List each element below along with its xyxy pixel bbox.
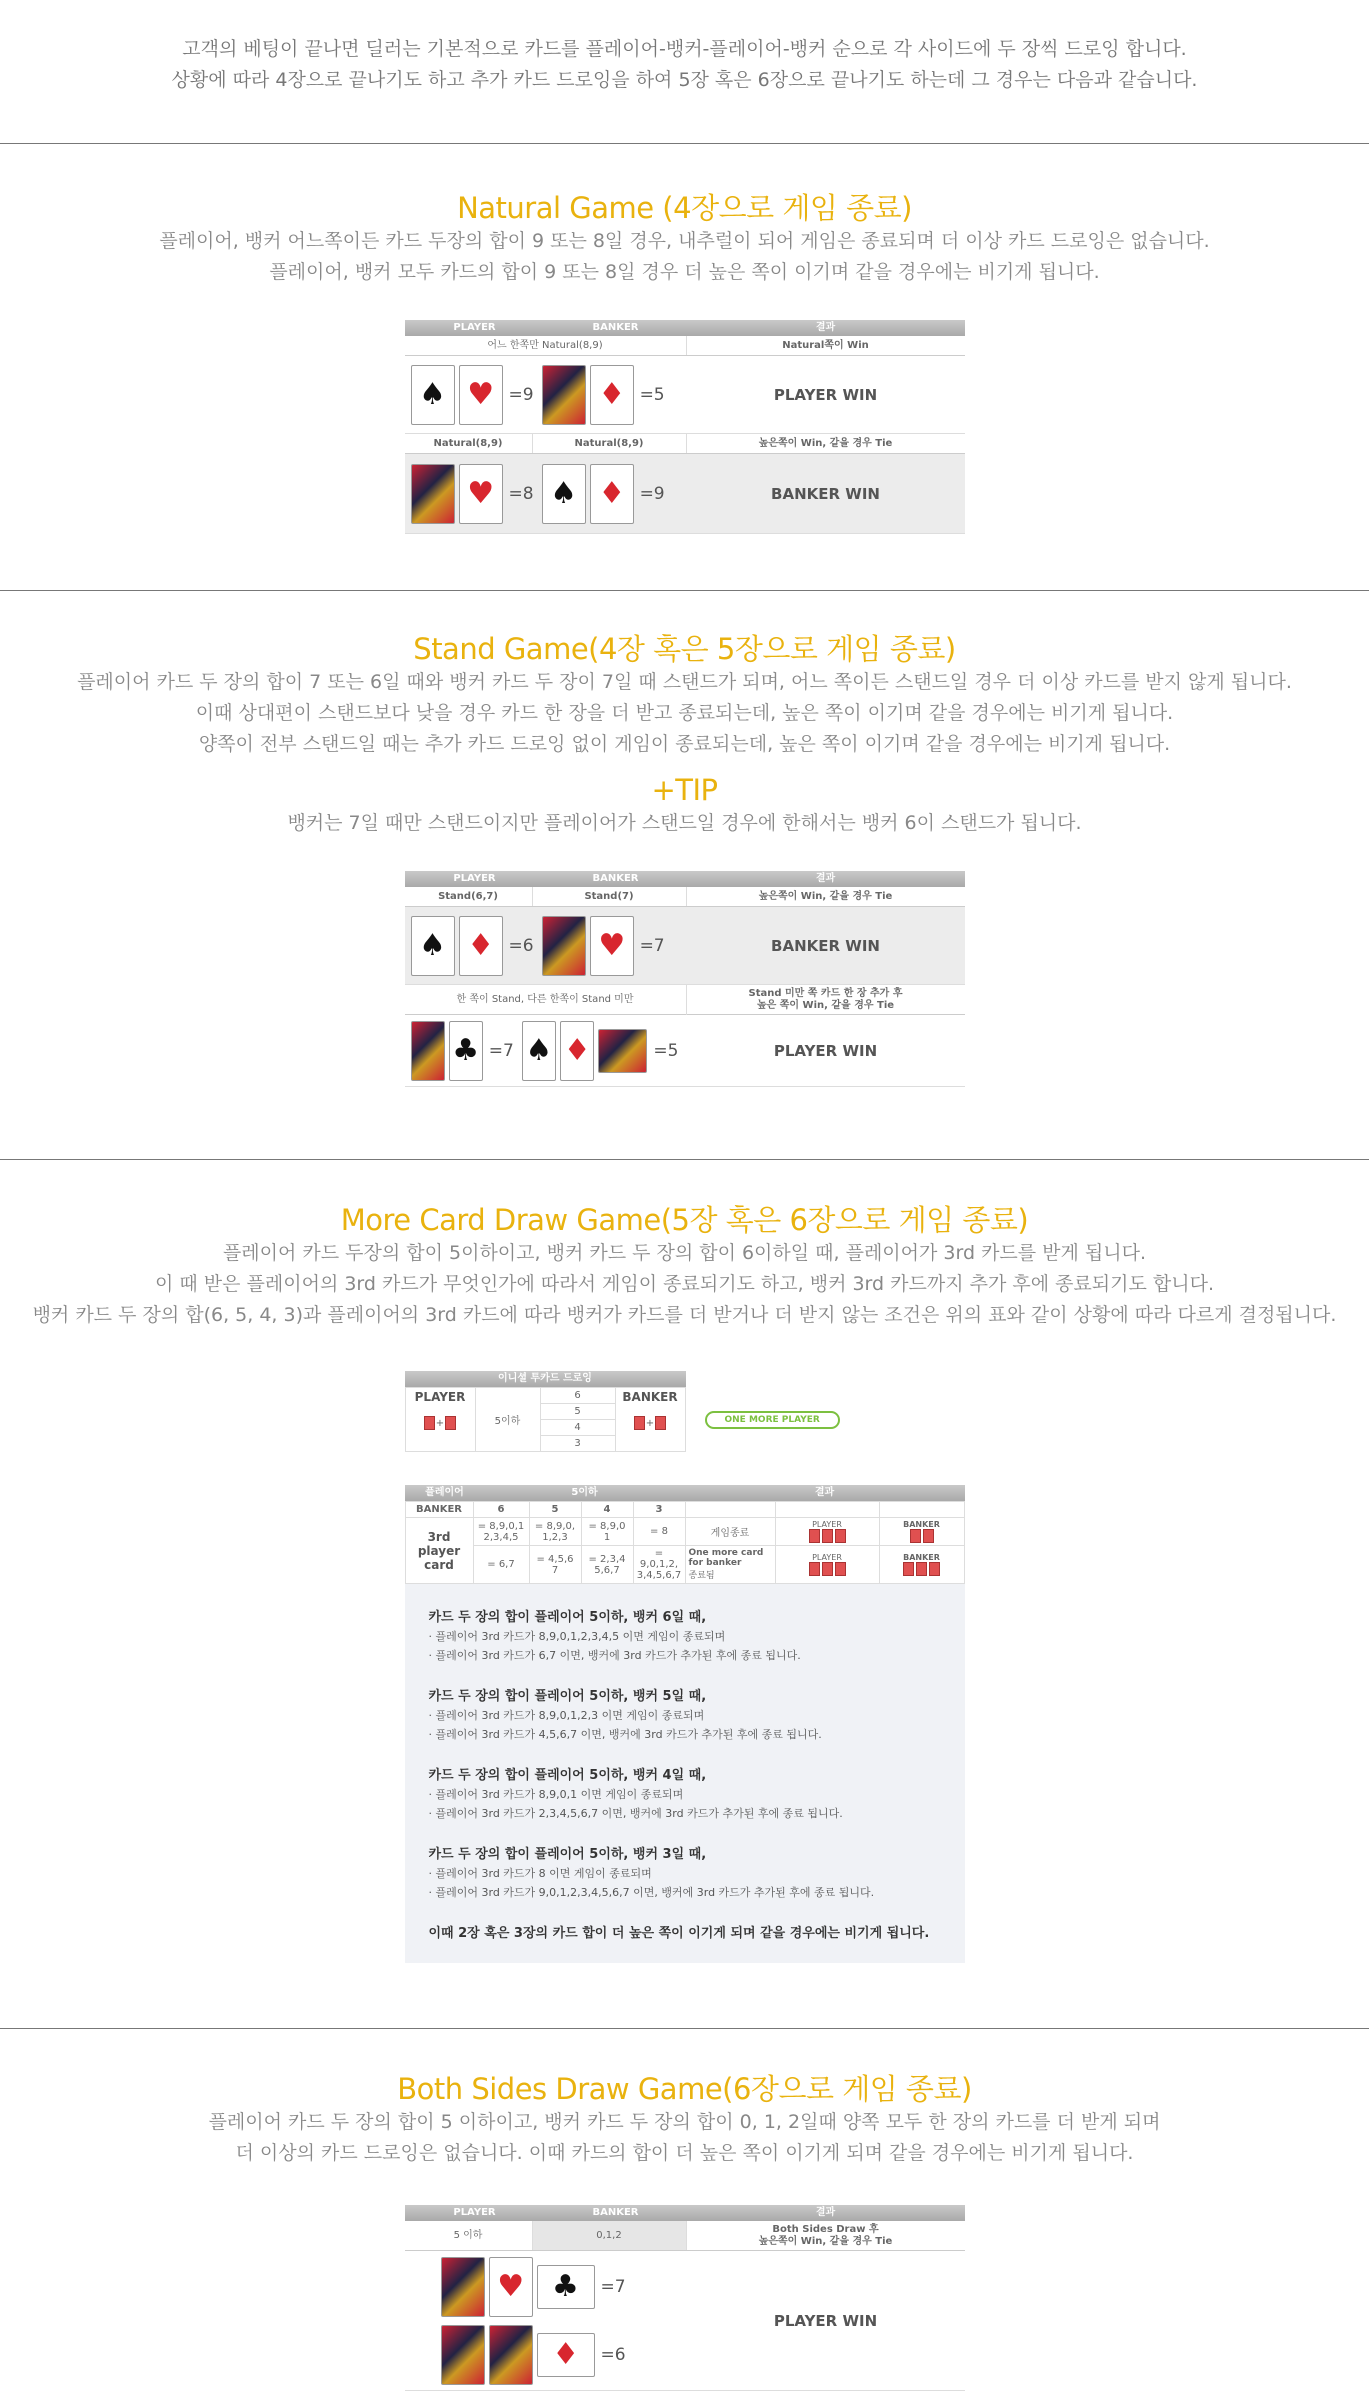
both-line-1: 플레이어 카드 두 장의 합이 5 이하이고, 뱅커 카드 두 장의 합이 0, 1, 2일때 양쪽 모두 한 장의 카드를 더 받게 되며 [208,2111,1161,2133]
diamond-card: ♦ [560,1021,594,1081]
more-line-1: 플레이어 카드 두장의 합이 5이하이고, 뱅커 카드 두 장의 합이 6이하일 때, 플레이어가 3rd 카드를 받게 됩니다. [222,1242,1147,1264]
one-more-player-badge: ONE MORE PLAYER [705,1411,840,1429]
face-card [542,916,586,976]
stand-table [405,871,965,1087]
result-banker-win: BANKER WIN [771,484,880,503]
stand-section [0,591,1369,1159]
more-title: More Card Draw Game(5장 혹은 6장으로 게임 종료) [340,1203,1029,1237]
natural-title: Natural Game (4장으로 게임 종료) [457,191,912,225]
both-section [0,2029,1369,2391]
rules-note-box: 카드 두 장의 합이 플레이어 5이하, 뱅커 6일 때, · 플레이어 3rd 카드가 8,9,0,1,2,3,4,5 이면 게임이 종료되며 · 플레이어 3rd 카드가 6,7 이면, 뱅커에 3rd 카드가 추가된 후에 종료 됩니다. 카드 두 장의 합이 플레이어 5이하, 뱅커 5일 때, · 플레이어 3rd 카드가 8,9,0,1,2,3 이면 게임이 종료되며 · 플레이어 3rd 카드가 4,5,6,7 이면, 뱅커에 3rd 카드가 추가된 후에 종료 됩니다. 카드 두 장의 합이 플레이어 5이하, 뱅커 4일 때, · 플레이어 3rd 카드가 8,9,0,1 이면 게임이 종료되며 · 플레이어 3rd 카드가 2,3,4,5,6,7 이면, 뱅커에 3rd 카드가 추가된 후에 종료 됩니다. 카드 두 장의 합이 플레이어 5이하, 뱅커 3일 때, · 플레이어 3rd 카드가 8 이면 게임이 종료되며 · 플레이어 3rd 카드가 9,0,1,2,3,4,5,6,7 이면, 뱅커에 3rd 카드가 추가된 후에 종료 됩니다. 이때 2장 혹은 3장의 카드 합이 더 높은 쪽이 이기게 되며 같을 경우에는 비기게 됩니다. [405,1584,965,1963]
face-card [411,1021,445,1081]
result-player-win: PLAYER WIN [773,2311,878,2330]
table-subheader: 5 이하 0,1,2 Both Sides Draw 후 높은쪽이 Win, 같을 경우 Tie [405,2221,965,2251]
table-row: ♥ =8 ♠ ♦ =9 BANKER WIN [405,454,965,534]
table-subheader: 어느 한쪽만 Natural(8,9) Natural쪽이 Win [405,336,965,356]
more-line-2: 이 때 받은 플레이어의 3rd 카드가 무엇인가에 따라서 게임이 종료되기도 하고, 뱅커 3rd 카드까지 추가 후에 종료되기도 합니다. [155,1273,1214,1295]
both-table [405,2205,965,2391]
table-row: ♠ ♦ =6 ♥ =7 BANKER WIN [405,907,965,985]
third-card-table: 플레이어 5이하 결과 BANKER 6 5 4 3 3rd player card = 8,9,0,1 2,3,4,5 = 8,9,0, 1,2,3 = 8,9,0 1 = 8 게임종료 PLAYER BANKER = 6,7 = 4,5,6 7 = 2,3,4 5,6,7 = 9,0,1,2, 3,4,5,6,7 One more card for banker 종료됨 PLAYER BANKER [405,1485,965,1584]
face-card [441,2325,485,2385]
intro-line-1: 고객의 베팅이 끝나면 딜러는 기본적으로 카드를 플레이어-뱅커-플레이어-뱅커 순으로 각 사이드에 두 장씩 드로잉 합니다. [182,38,1187,60]
club-card: ♣ [449,1021,483,1081]
spade-card: ♠ [542,464,586,524]
ace-spade-card: ♠ [411,365,455,425]
face-card [489,2325,533,2385]
face-card [411,464,455,524]
stand-line-2: 이때 상대편이 스탠드보다 낮을 경우 카드 한 장을 더 받고 종료되는데, 높은 쪽이 이기며 같을 경우에는 비기게 됩니다. [195,702,1174,724]
table-header: PLAYER BANKER 결과 [405,2205,965,2221]
heart-card: ♥ [459,464,503,524]
face-card [441,2257,485,2317]
table-header: PLAYER BANKER 결과 [405,871,965,887]
ace-spade-card: ♠ [411,916,455,976]
natural-section [0,144,1369,590]
result-player-win: PLAYER WIN [773,385,878,404]
tip-title: +TIP [651,773,718,807]
natural-table [405,320,965,534]
table-subheader: Natural(8,9) Natural(8,9) 높은쪽이 Win, 같을 경우 Tie [405,434,965,454]
intro-section [0,0,1369,143]
table-row: ♣ =7 ♠ ♦ =5 PLAYER WIN [405,1015,965,1087]
table-row: ♥ ♣ =7 ♦ =6 PLAYER WIN [405,2251,965,2391]
stand-line-3: 양쪽이 전부 스탠드일 때는 추가 카드 드로잉 없이 게임이 종료되는데, 높은 쪽이 이기며 같을 경우에는 비기게 됩니다. [198,733,1171,755]
tip-line: 뱅커는 7일 때만 스탠드이지만 플레이어가 스탠드일 경우에 한해서는 뱅커 6이 스탠드가 됩니다. [287,812,1082,834]
result-banker-win: BANKER WIN [771,936,880,955]
result-player-win: PLAYER WIN [773,1041,878,1060]
table-header: 플레이어 5이하 결과 [405,1485,965,1501]
natural-line-2: 플레이어, 뱅커 모두 카드의 합이 9 또는 8일 경우 더 높은 쪽이 이기며 같을 경우에는 비기게 됩니다. [269,261,1100,283]
table-row: ♠ ♥ =9 ♦ =5 PLAYER WIN [405,356,965,434]
heart-card: ♥ [590,916,634,976]
table-subheader: 한 쪽이 Stand, 다른 한쪽이 Stand 미만 Stand 미만 쪽 카드 한 장 추가 후 높은 쪽이 Win, 같을 경우 Tie [405,985,965,1015]
heart-card: ♥ [489,2257,533,2317]
face-card-rotated [598,1029,647,1073]
table-header: PLAYER BANKER 결과 [405,320,965,336]
both-title: Both Sides Draw Game(6장으로 게임 종료) [397,2072,972,2106]
face-card [542,365,586,425]
stand-line-1: 플레이어 카드 두 장의 합이 7 또는 6일 때와 뱅커 카드 두 장이 7일 때 스탠드가 되며, 어느 쪽이든 스탠드일 경우 더 이상 카드를 받지 않게 됩니다. [77,671,1292,693]
both-line-2: 더 이상의 카드 드로잉은 없습니다. 이때 카드의 합이 더 높은 쪽이 이기게 되며 같을 경우에는 비기게 됩니다. [235,2142,1134,2164]
more-section [0,1160,1369,2028]
heart-card: ♥ [459,365,503,425]
spade-card: ♠ [522,1021,556,1081]
diamond-card: ♦ [590,464,634,524]
intro-line-2: 상황에 따라 4장으로 끝나기도 하고 추가 카드 드로잉을 하여 5장 혹은 6장으로 끝나기도 하는데 그 경우는 다음과 같습니다. [171,69,1198,91]
stand-title: Stand Game(4장 혹은 5장으로 게임 종료) [413,632,956,666]
diamond-card: ♦ [590,365,634,425]
initial-draw-table: 이니셜 투카드 드로잉 PLAYER + 5이하 6 BANKER + 5 4 3 ONE MORE PLAYER [405,1371,965,1479]
diamond-card: ♦ [459,916,503,976]
natural-line-1: 플레이어, 뱅커 어느쪽이든 카드 두장의 합이 9 또는 8일 경우, 내추럴이 되어 게임은 종료되며 더 이상 카드 드로잉은 없습니다. [159,230,1210,252]
diamond-card-rotated: ♦ [537,2333,595,2377]
table-header: 이니셜 투카드 드로잉 [405,1371,686,1387]
more-line-3: 뱅커 카드 두 장의 합(6, 5, 4, 3)과 플레이어의 3rd 카드에 따라 뱅커가 카드를 더 받거나 더 받지 않는 조건은 위의 표와 같이 상황에 따라 다르게 결정됩니다. [32,1304,1337,1326]
club-card-rotated: ♣ [537,2265,595,2309]
table-subheader: Stand(6,7) Stand(7) 높은쪽이 Win, 같을 경우 Tie [405,887,965,907]
